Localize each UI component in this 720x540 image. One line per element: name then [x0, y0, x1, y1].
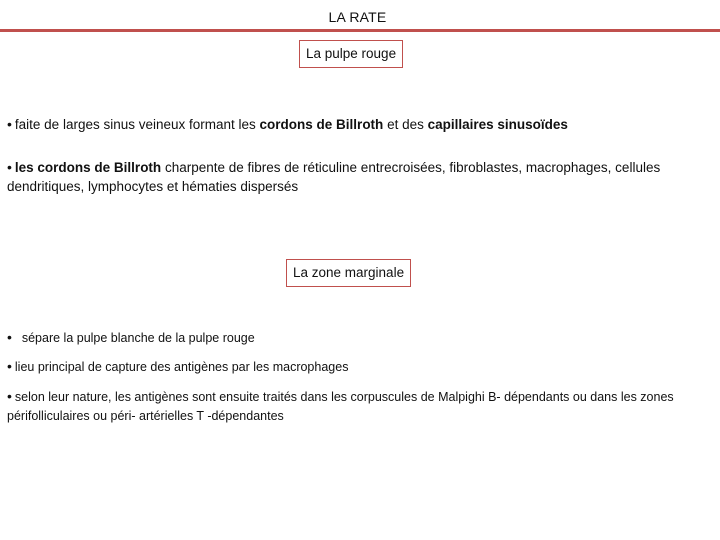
- marginal-zone-heading-box: [286, 259, 411, 287]
- bullet-glyph: •: [7, 358, 12, 374]
- title-divider: [0, 29, 720, 32]
- bullet-text: sépare la pulpe blanche de la pulpe rouge: [21, 331, 255, 345]
- marginal-zone-bullet-3: [7, 387, 697, 426]
- bullet-text: et des: [383, 117, 428, 132]
- bullet-glyph: •: [7, 116, 12, 132]
- marginal-zone-heading: La zone marginale: [293, 265, 405, 280]
- bullet-glyph: •: [7, 159, 12, 175]
- bullet-text: selon leur nature, les antigènes sont ensuite traités dans les corpuscules de Malpighi B- dépendants ou dans les zones périfolliculaires ou péri- artérielles T -dépendantes: [7, 390, 674, 423]
- marginal-zone-bullet-1: [7, 328, 697, 348]
- red-pulp-heading-box: [299, 40, 403, 68]
- bullet-text: faite de larges sinus veineux formant les: [14, 117, 260, 132]
- bullet-bold-text: capillaires sinusoïdes: [427, 117, 568, 132]
- bullet-text: charpente de fibres de réticuline entrecroisées, fibroblastes, macrophages, cellules dendritiques, lymphocytes et hématies dispersés: [7, 160, 661, 194]
- red-pulp-bullet-1: [7, 115, 697, 134]
- marginal-zone-bullet-2: [7, 357, 697, 377]
- slide-title: LA RATE: [328, 9, 387, 25]
- red-pulp-bullet-2: [7, 158, 697, 196]
- bullet-text: lieu principal de capture des antigènes par les macrophages: [14, 360, 349, 374]
- red-pulp-heading: La pulpe rouge: [306, 46, 397, 61]
- bullet-glyph: •: [7, 329, 12, 345]
- bullet-bold-text: les cordons de Billroth: [14, 160, 162, 175]
- bullet-bold-text: cordons de Billroth: [259, 117, 384, 132]
- bullet-glyph: •: [7, 388, 12, 404]
